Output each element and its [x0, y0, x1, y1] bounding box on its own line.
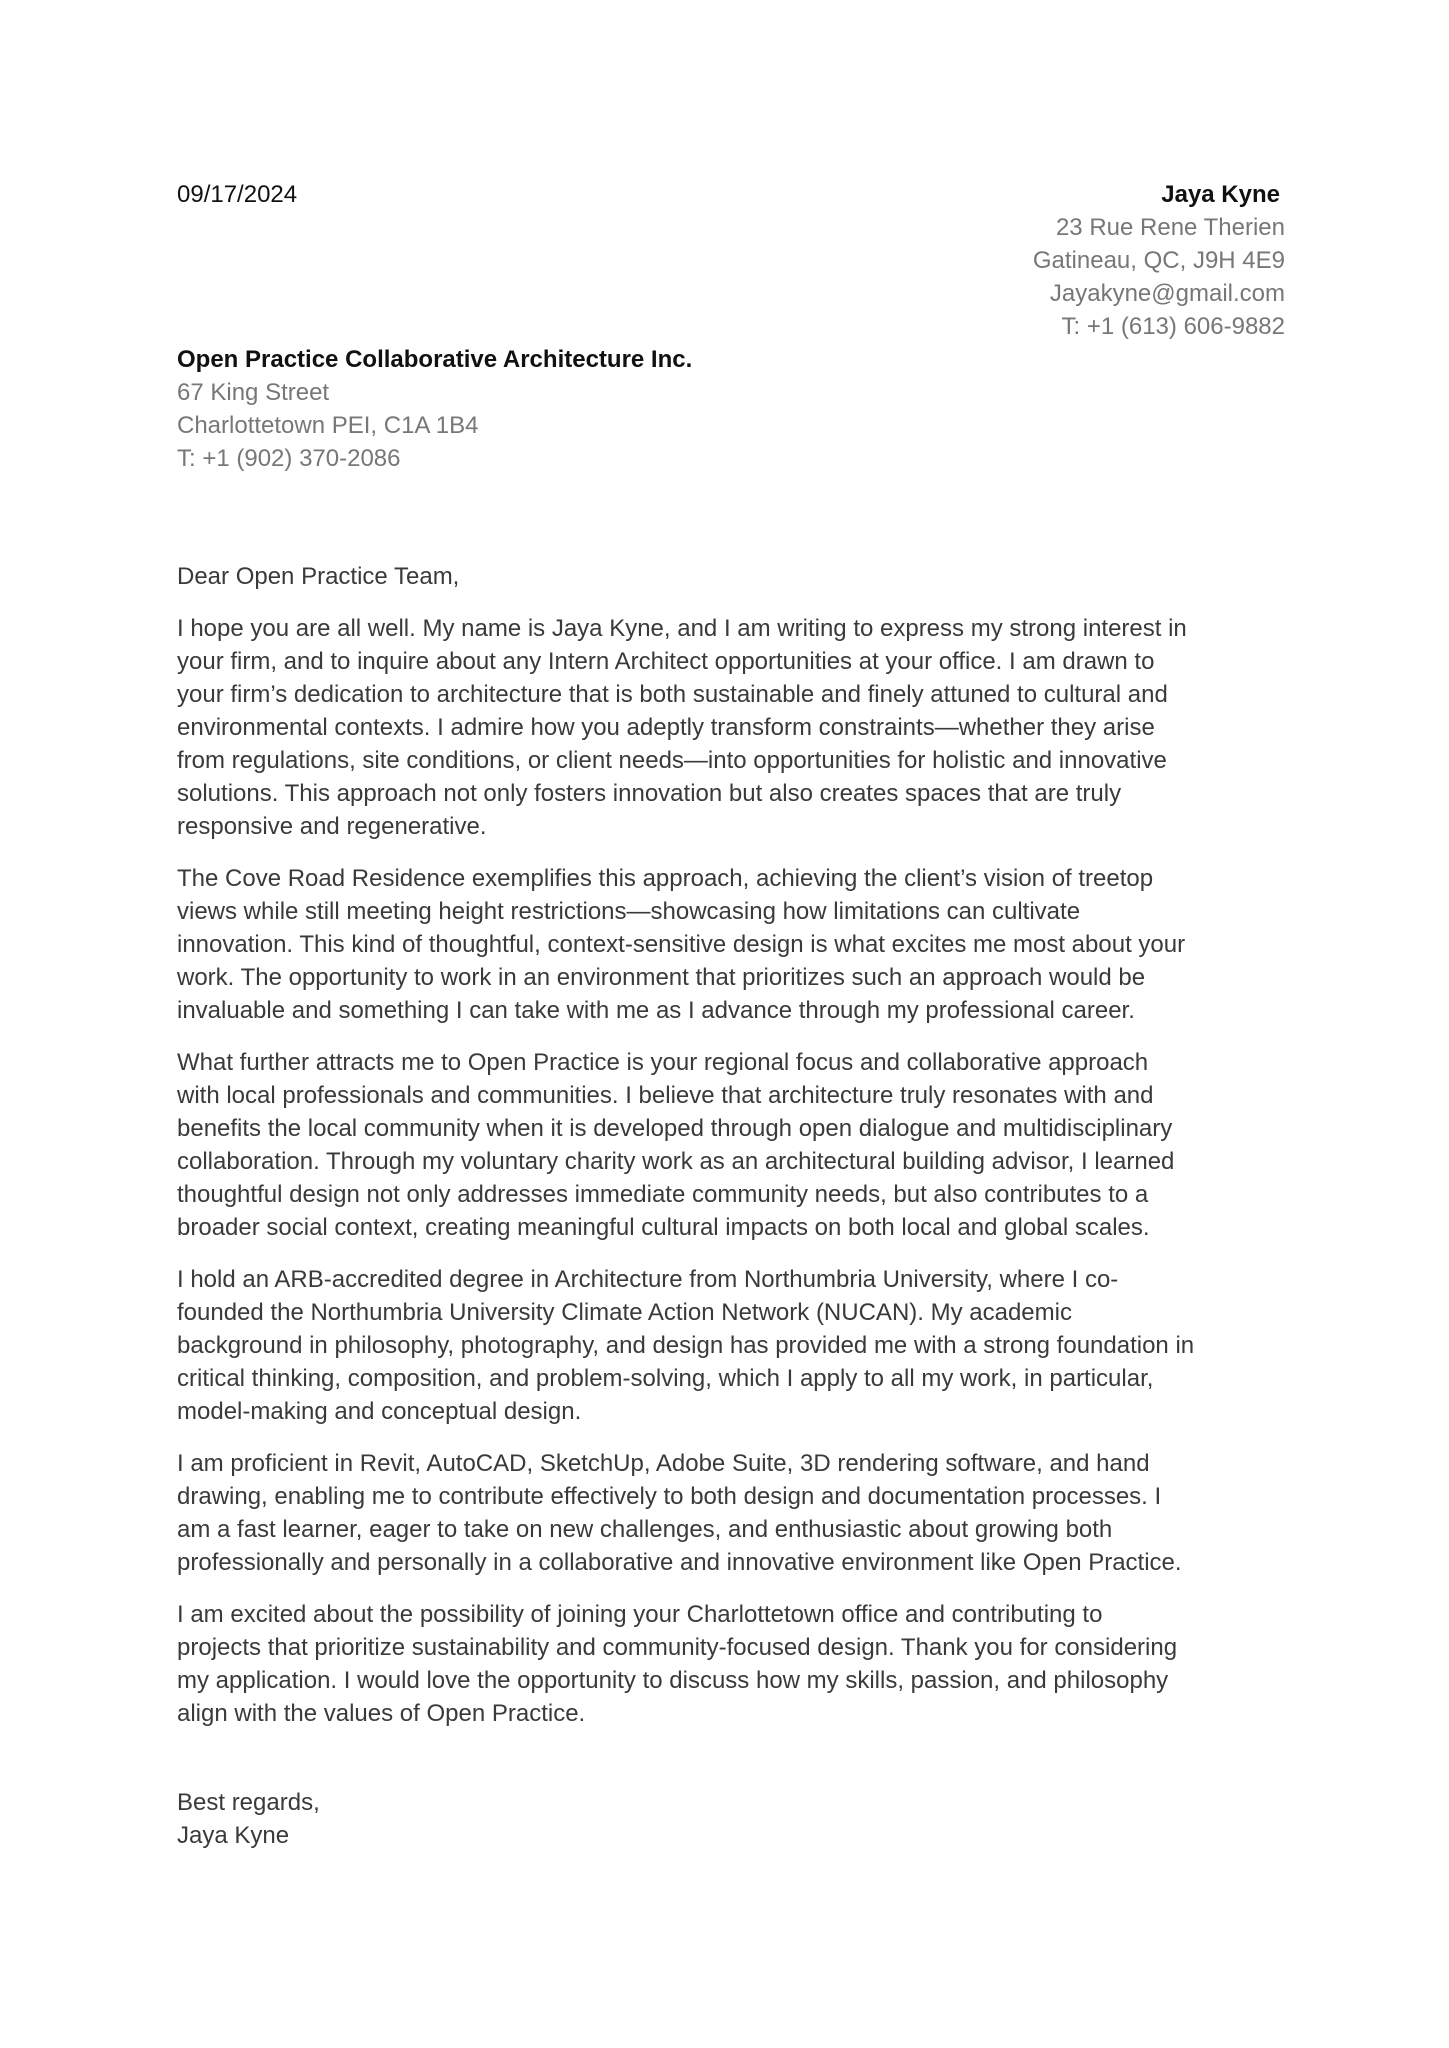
body-paragraph-4: I hold an ARB-accredited degree in Architecture from Northumbria University, where I co- founded the Northumbria University Climate Action Network (NUCAN). My academic background in philosophy, photography, and design has provided me with a strong foundation in critical thinking, composition, and problem-solving, which I apply to all my work, in particular, model-making and conceptual design. — [177, 1266, 1195, 1425]
recipient-address-line1: 67 King Street — [177, 379, 330, 406]
sender-email: Jayakyne@gmail.com — [1049, 280, 1285, 307]
sender-name: Jaya Kyne — [1161, 181, 1280, 208]
body-paragraph-6: I am excited about the possibility of joining your Charlottetown office and contributing to projects that prioritize sustainability and community-focused design. Thank you for considering my application. I would love the opportunity to discuss how my skills, passion, and philosophy align with the values of Open Practice. — [177, 1601, 1178, 1727]
body-paragraph-5: I am proficient in Revit, AutoCAD, SketchUp, Adobe Suite, 3D rendering software, and hand drawing, enabling me to contribute effectively to both design and documentation processes. I am a fast learner, eager to take on new challenges, and enthusiastic about growing both professionally and personally in a collaborative and innovative environment like Open Practice. — [177, 1450, 1182, 1576]
signature-name: Jaya Kyne — [177, 1822, 290, 1849]
sender-address-line2: Gatineau, QC, J9H 4E9 — [1032, 247, 1285, 274]
body-paragraph-1: I hope you are all well. My name is Jaya Kyne, and I am writing to express my strong interest in your firm, and to inquire about any Intern Architect opportunities at your office. I am drawn to your firm’s dedication to architecture that is both sustainable and finely attuned to cultural and environmental contexts. I admire how you adeptly transform constraints—whether they arise from regulations, site conditions, or client needs—into opportunities for holistic and innovative solutions. This approach not only fosters innovation but also creates spaces that are truly responsive and regenerative. — [177, 615, 1187, 840]
sender-address-line1: 23 Rue Rene Therien — [1055, 214, 1285, 241]
recipient-organization: Open Practice Collaborative Architecture Inc. — [177, 346, 693, 373]
recipient-phone: T: +1 (902) 370-2086 — [177, 445, 401, 472]
body-paragraph-3: What further attracts me to Open Practice is your regional focus and collaborative approach with local professionals and communities. I believe that architecture truly resonates with and benefits the local community when it is developed through open dialogue and multidisciplinary collaboration. Through my voluntary charity work as an architectural building advisor, I learned thoughtful design not only addresses immediate community needs, but also contributes to a broader social context, creating meaningful cultural impacts on both local and global scales. — [177, 1049, 1175, 1241]
recipient-block — [177, 343, 692, 475]
salutation: Dear Open Practice Team, — [177, 563, 460, 590]
letter-date: 09/17/2024 — [177, 181, 298, 208]
letter-body — [177, 560, 1292, 1749]
recipient-address-line2: Charlottetown PEI, C1A 1B4 — [177, 412, 479, 439]
body-paragraph-2: The Cove Road Residence exemplifies this approach, achieving the client’s vision of treetop views while still meeting height restrictions—showcasing how limitations can cultivate innovation. This kind of thoughtful, context-sensitive design is what excites me most about your work. The opportunity to work in an environment that prioritizes such an approach would be invaluable and something I can take with me as I advance through my professional career. — [177, 865, 1186, 1024]
sender-phone: T: +1 (613) 606-9882 — [1061, 313, 1285, 340]
sender-block — [1033, 178, 1285, 343]
closing-phrase: Best regards, — [177, 1789, 320, 1816]
closing-block — [177, 1786, 320, 1852]
